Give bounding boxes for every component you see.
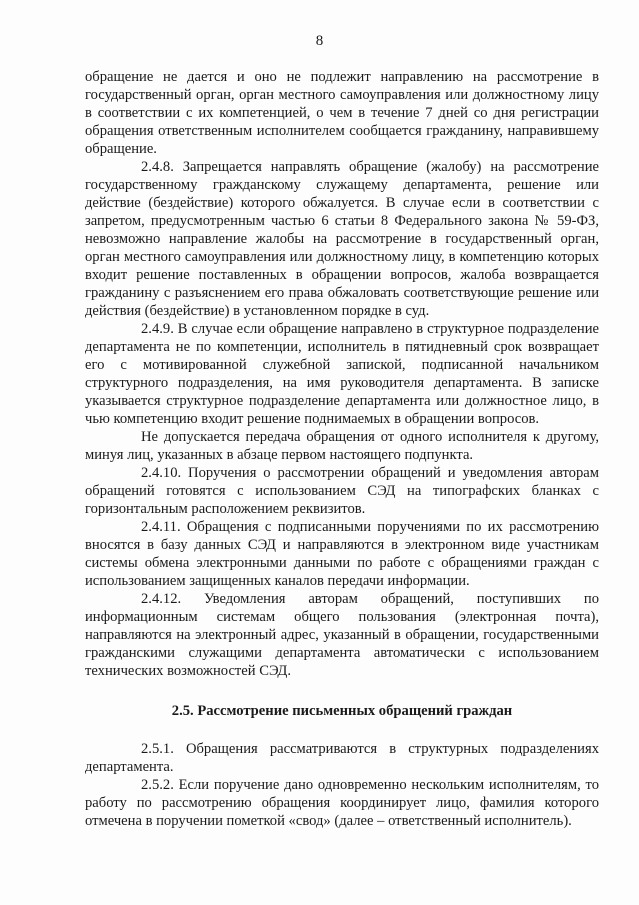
paragraph-2-5-1: 2.5.1. Обращения рассматриваются в структурных подразделениях департамента. [85,741,599,775]
page-number: 8 [315,33,324,49]
paragraph-2-4-9: 2.4.9. В случае если обращение направлено в структурное подразделение департамента не по компетенции, исполнитель в пятидневный срок возвращает его с мотивированной служебной запиской, подписанной начальником структурного подразделения, на имя руководителя департамента. В записке указывается структурное подразделение департамента или должностное лицо, в чью компетенцию входит решение поднимаемых в обращении вопросов. [85,321,599,427]
paragraph-2-4-8: 2.4.8. Запрещается направлять обращение (жалобу) на рассмотрение государственному гражданскому служащему департамента, решение или действие (бездействие) которого обжалуется. В случае если в соответствии с запретом, предусмотренным частью 6 статьи 8 Федерального закона № 59-ФЗ, невозможно направление жалобы на рассмотрение в государственный орган, орган местного самоуправления или должностному лицу, в компетенцию которых входит решение поставленных в обращении вопросов, жалоба возвращается гражданину с разъяснением его права обжаловать соответствующие решение или действия (бездействие) в установленном порядке в суд. [85,159,599,319]
paragraph-transfer-restriction: Не допускается передача обращения от одного исполнителя к другому, минуя лиц, указанных в абзаце первом настоящего подпункта. [85,429,599,463]
paragraph-2-4-11: 2.4.11. Обращения с подписанными поручениями по их рассмотрению вносятся в базу данных СЭД и направляются в электронном виде участникам системы обмена электронными данными по работе с обращениями граждан с использованием защищенных каналов передачи информации. [85,519,599,589]
paragraph-continuation: обращение не дается и оно не подлежит направлению на рассмотрение в государственный орган, орган местного самоуправления или должностному лицу в соответствии с их компетенцией, о чем в течение 7 дней со дня регистрации обращения ответственным исполнителем сообщается гражданину, направившему обращение. [85,69,599,157]
paragraph-2-4-12: 2.4.12. Уведомления авторам обращений, поступивших по информационным системам общего пользования (электронная почта), направляются на электронный адрес, указанный в обращении, государственными гражданскими служащими департамента автоматически с использованием технических возможностей СЭД. [85,591,599,679]
paragraph-2-5-2: 2.5.2. Если поручение дано одновременно нескольким исполнителям, то работу по рассмотрению обращения координирует лицо, фамилия которого отмечена в поручении пометкой «свод» (далее – ответственный исполнитель). [85,777,599,829]
section-heading-2-5: 2.5. Рассмотрение письменных обращений граждан [171,703,513,719]
paragraph-2-4-10: 2.4.10. Поручения о рассмотрении обращений и уведомления авторам обращений готовятся с использованием СЭД на типографских бланках с горизонтальным расположением реквизитов. [85,465,599,517]
document-body [85,68,599,830]
